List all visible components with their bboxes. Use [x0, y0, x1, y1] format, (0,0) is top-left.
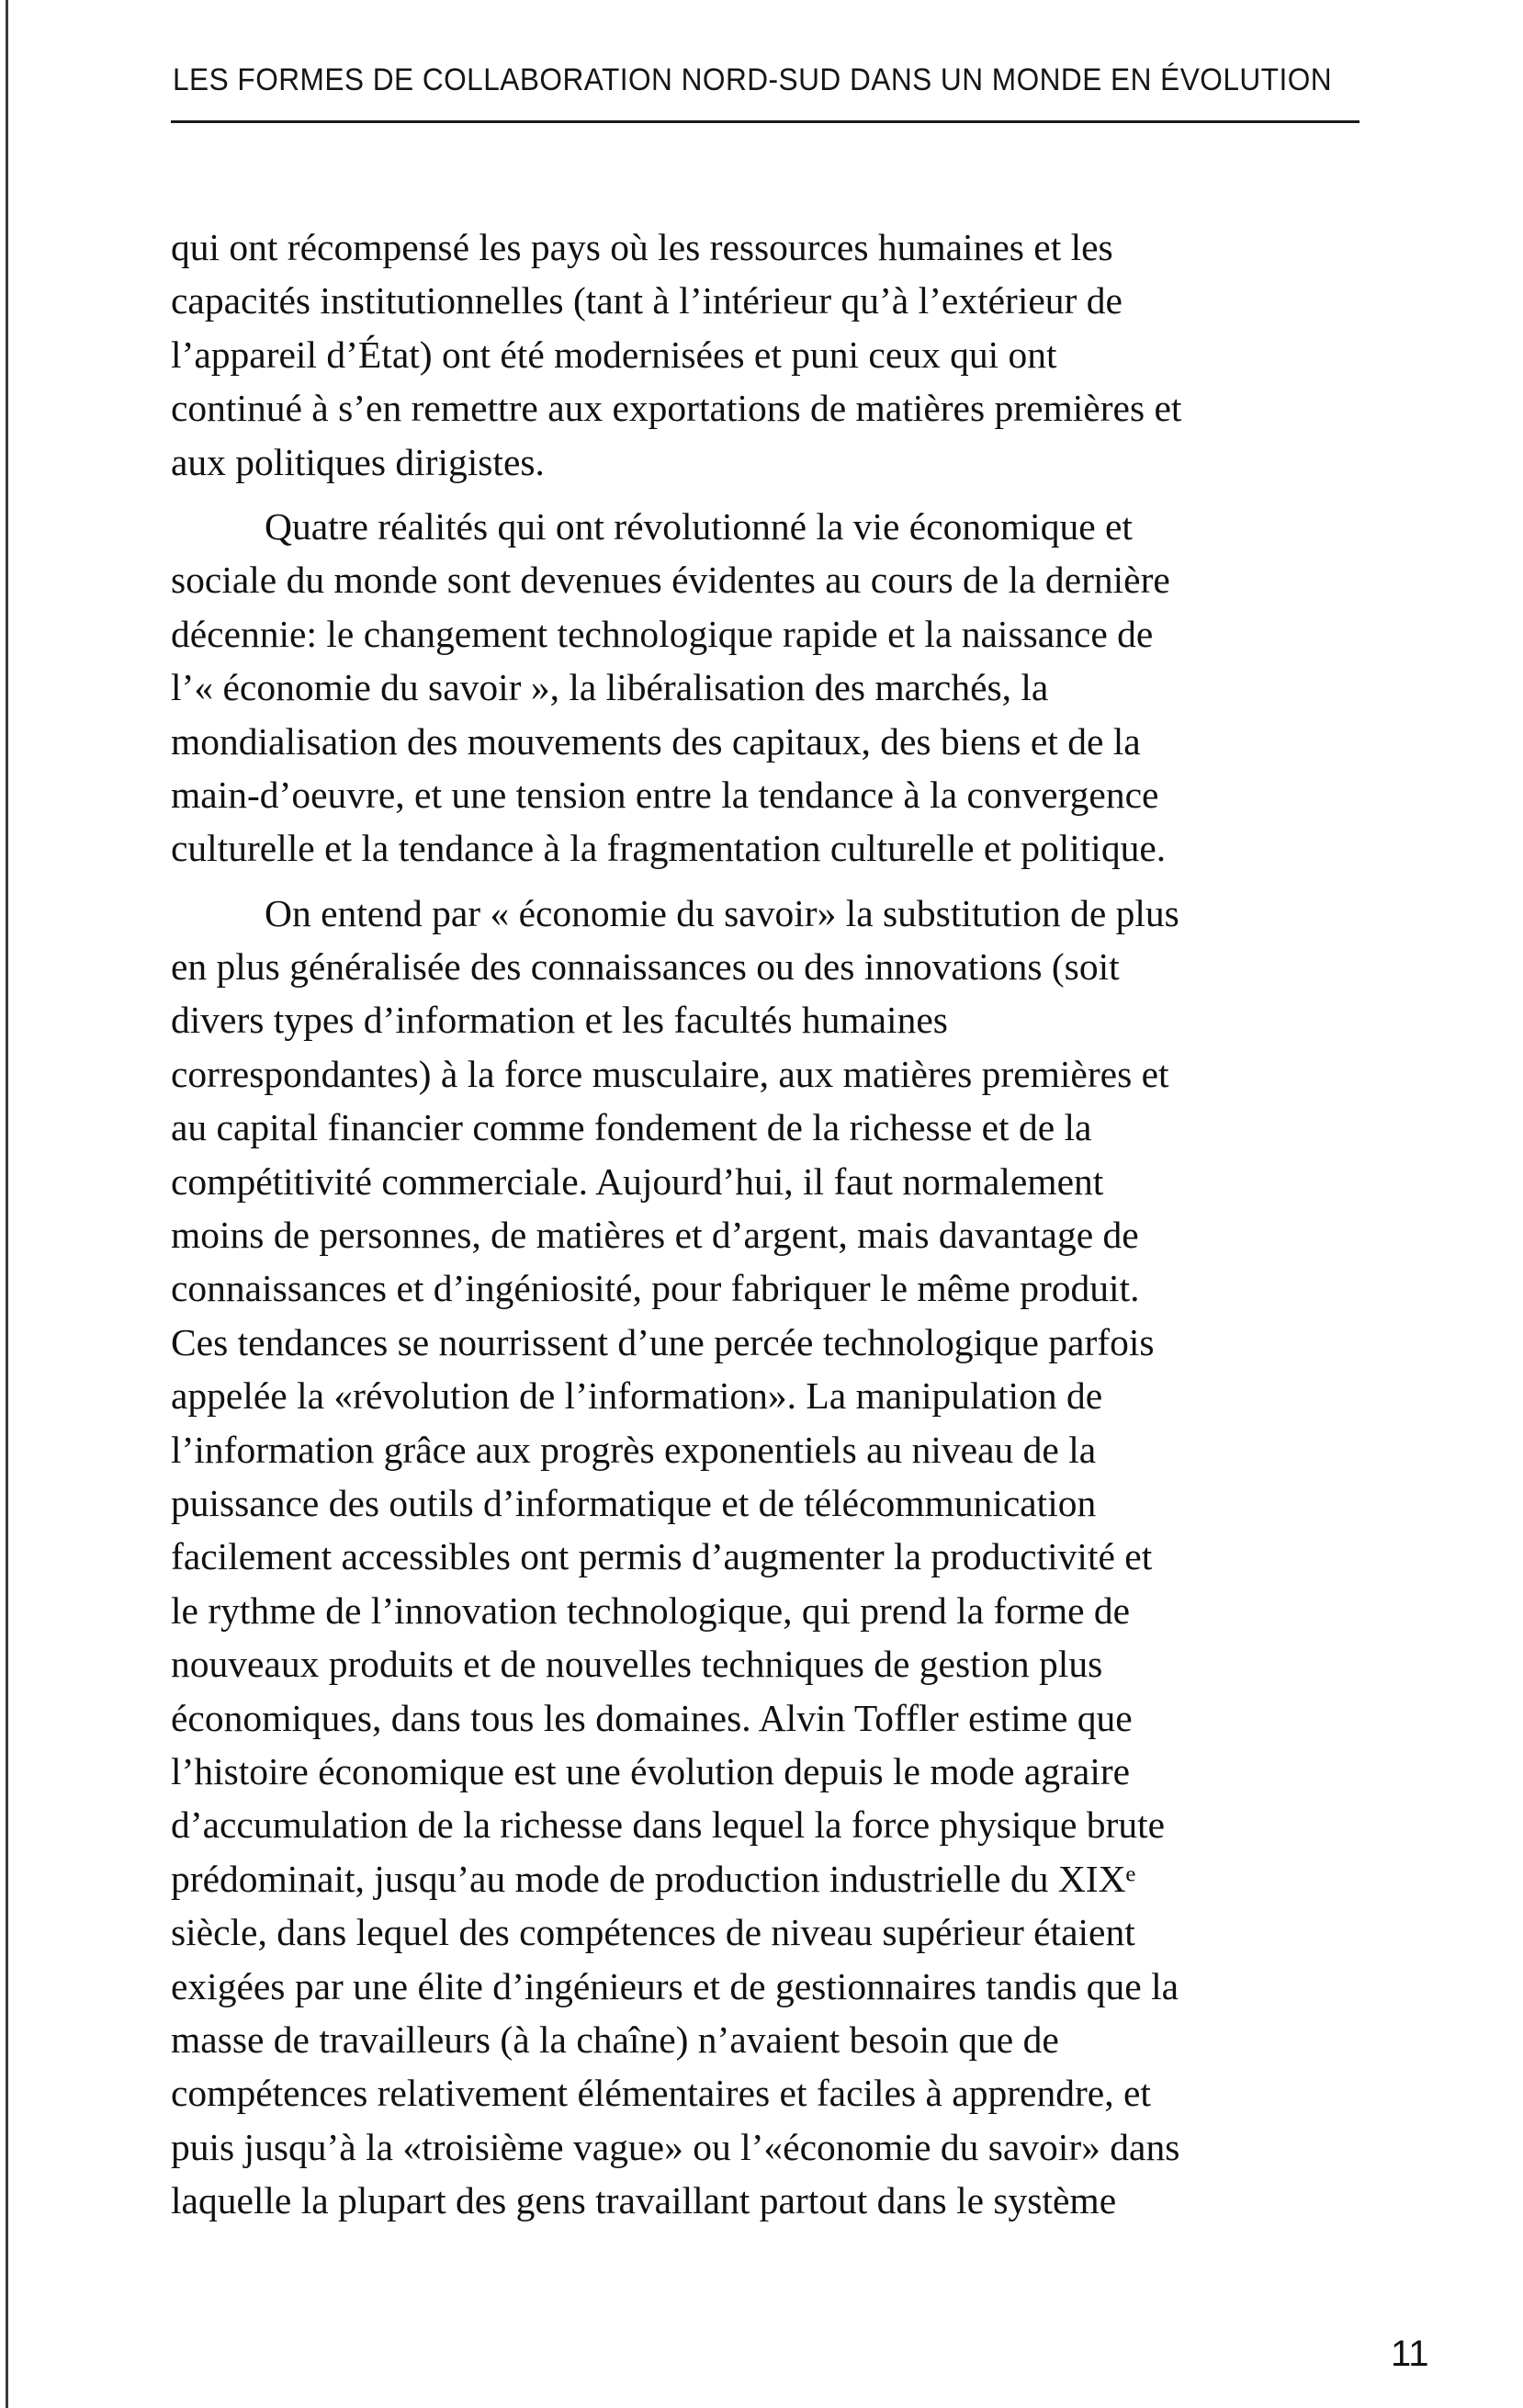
- header-rule: [171, 120, 1359, 123]
- text-line: masse de travailleurs (à la chaîne) n’avaient besoin que de: [171, 2018, 1059, 2061]
- text-line: On entend par « économie du savoir» la substitution de plus: [265, 891, 1179, 934]
- text-line: continué à s’en remettre aux exportations de matières premières et: [171, 387, 1182, 430]
- text-line: qui ont récompensé les pays où les ressources humaines et les: [171, 226, 1113, 268]
- text-line: prédominait, jusqu’au mode de production industrielle du XIXᵉ: [171, 1857, 1136, 1900]
- paragraph: [171, 220, 1374, 489]
- text-line: le rythme de l’innovation technologique, qui prend la forme de: [171, 1588, 1131, 1632]
- body-text: [171, 220, 1374, 2227]
- text-line: aux politiques dirigistes.: [171, 440, 545, 483]
- text-line: exigées par une élite d’ingénieurs et de gestionnaires tandis que la: [171, 1964, 1179, 2007]
- text-line: facilement accessibles ont permis d’augmenter la productivité et: [171, 1535, 1153, 1578]
- text-line: économiques, dans tous les domaines. Alvin Toffler estime que: [171, 1696, 1133, 1739]
- text-line: l’appareil d’État) ont été modernisées et puni ceux qui ont: [171, 333, 1057, 376]
- text-line: l’histoire économique est une évolution depuis le mode agraire: [171, 1749, 1131, 1792]
- text-line: l’information grâce aux progrès exponentiels au niveau de la: [171, 1428, 1097, 1471]
- text-line: en plus généralisée des connaissances ou des innovations (soit: [171, 945, 1120, 989]
- text-line: siècle, dans lequel des compétences de niveau supérieur étaient: [171, 1911, 1135, 1954]
- text-line: décennie: le changement technologique rapide et la naissance de: [171, 612, 1154, 655]
- text-line: Quatre réalités qui ont révolutionné la vie économique et: [265, 504, 1133, 548]
- text-line: puis jusqu’à la «troisième vague» ou l’«économie du savoir» dans: [171, 2125, 1180, 2168]
- paragraph: [171, 887, 1374, 2228]
- text-line: compétitivité commerciale. Aujourd’hui, il faut normalement: [171, 1159, 1104, 1203]
- text-line: puissance des outils d’informatique et de télécommunication: [171, 1481, 1097, 1524]
- text-line: correspondantes) à la force musculaire, aux matières premières et: [171, 1052, 1169, 1095]
- paragraph: [171, 500, 1374, 876]
- text-line: Ces tendances se nourrissent d’une percée technologique parfois: [171, 1320, 1155, 1363]
- text-line: connaissances et d’ingéniosité, pour fabriquer le même produit.: [171, 1267, 1140, 1310]
- text-line: divers types d’information et les facultés humaines: [171, 999, 948, 1042]
- text-line: nouveaux produits et de nouvelles techniques de gestion plus: [171, 1643, 1103, 1686]
- text-line: capacités institutionnelles (tant à l’intérieur qu’à l’extérieur de: [171, 279, 1123, 322]
- text-line: appelée la «révolution de l’information». La manipulation de: [171, 1374, 1103, 1418]
- text-line: sociale du monde sont devenues évidentes au cours de la dernière: [171, 559, 1170, 602]
- text-line: compétences relativement élémentaires et faciles à apprendre, et: [171, 2072, 1151, 2115]
- text-line: au capital financier comme fondement de la richesse et de la: [171, 1106, 1092, 1149]
- text-line: main-d’oeuvre, et une tension entre la tendance à la convergence: [171, 773, 1159, 816]
- page-edge-line: [6, 0, 8, 2408]
- paragraph-gap: [171, 489, 1374, 500]
- text-line: d’accumulation de la richesse dans lequel la force physique brute: [171, 1803, 1166, 1847]
- text-line: laquelle la plupart des gens travaillant partout dans le système: [171, 2179, 1117, 2222]
- text-line: culturelle et la tendance à la fragmentation culturelle et politique.: [171, 827, 1167, 870]
- text-line: mondialisation des mouvements des capitaux, des biens et de la: [171, 719, 1141, 763]
- page-number: 11: [1391, 2334, 1429, 2374]
- paragraph-gap: [171, 876, 1374, 887]
- running-header: LES FORMES DE COLLABORATION NORD-SUD DANS UN MONDE EN ÉVOLUTION: [173, 62, 1333, 97]
- text-line: l’« économie du savoir », la libéralisation des marchés, la: [171, 666, 1049, 709]
- text-line: moins de personnes, de matières et d’argent, mais davantage de: [171, 1214, 1139, 1257]
